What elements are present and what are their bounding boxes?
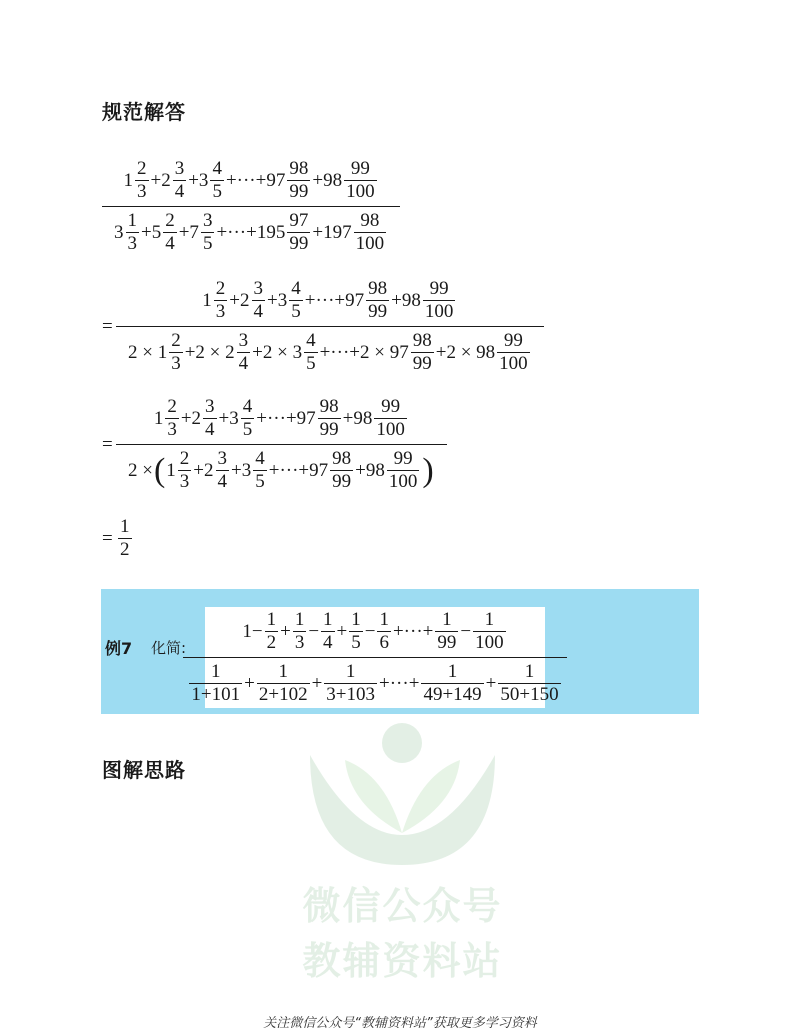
fraction: $\frac{1}{2+102}$ bbox=[258, 661, 308, 705]
fraction: $\frac{99}{100}$ bbox=[376, 396, 405, 440]
fraction: $\frac{99}{100}$ bbox=[424, 278, 454, 322]
equation-line-2 bbox=[102, 278, 544, 375]
section-heading-solution: 规范解答 bbox=[102, 100, 186, 124]
fraction: $\frac{3}{4}$ bbox=[174, 158, 185, 202]
left-paren: ( bbox=[153, 451, 166, 489]
fraction: $\frac{3}{4}$ bbox=[205, 396, 215, 440]
fraction: $\frac{98}{99}$ bbox=[319, 396, 339, 440]
watermark-text-2: 教辅资料站 bbox=[302, 939, 503, 983]
fraction: $\frac{1}{3}$ bbox=[294, 609, 305, 653]
fraction: $\frac{4}{5}$ bbox=[306, 330, 316, 374]
fraction: $\frac{98}{99}$ bbox=[289, 158, 309, 202]
fraction: $\frac{3}{4}$ bbox=[217, 448, 228, 492]
fraction: $\frac{98}{99}$ bbox=[412, 330, 432, 374]
big-fraction: 1 $\frac{2}{3}$ +2 $\frac{3}{4}$ +3 $\frac{4}{5}$ +···+97 $\frac{98}{99}$ +98 $\frac{99}{100}$ 2 × ( 1 $\frac{2}{3}$ +2 $\frac{3}{4}$ +3 $\frac{4}{5}$ +···+97 $\frac{98}{99}$ +98 $\frac{99}{100}$ ) bbox=[116, 396, 447, 493]
fraction: $\frac{1}{2}$ bbox=[266, 609, 277, 653]
result-fraction: $\frac{1}{2}$ bbox=[120, 516, 130, 560]
equals-sign: = bbox=[102, 433, 113, 455]
fraction: $\frac{2}{3}$ bbox=[167, 396, 177, 440]
fraction: $\frac{98}{99}$ bbox=[332, 448, 352, 492]
example-label: 例7 bbox=[105, 639, 133, 658]
footer-text: 关注微信公众号“教辅资料站”获取更多学习资料 bbox=[263, 1016, 537, 1031]
fraction: $\frac{4}{5}$ bbox=[291, 278, 301, 322]
watermark-text-1: 微信公众号 bbox=[302, 884, 503, 928]
fraction: $\frac{3}{5}$ bbox=[202, 210, 213, 254]
fraction: $\frac{1}{1+101}$ bbox=[191, 661, 241, 705]
example-formula bbox=[191, 607, 559, 708]
fraction: $\frac{1}{50+150}$ bbox=[500, 661, 559, 705]
equation-line-1 bbox=[102, 158, 400, 255]
fraction: $\frac{97}{99}$ bbox=[289, 210, 309, 254]
fraction: $\frac{1}{6}$ bbox=[379, 609, 389, 653]
fraction: $\frac{1}{49+149}$ bbox=[423, 661, 482, 705]
big-fraction: 1− $\frac{1}{2}$ + $\frac{1}{3}$ − $\frac{1}{4}$ + $\frac{1}{5}$ − $\frac{1}{6}$ +···+ $\frac{1}{99}$ − $\frac{1}{100}$ $\frac{1}{1+101}$ + $\frac{1}{2+102}$ + $\frac{1}{3+103}$ +···+ $\frac{1}{49+149}$ + $\frac{1}{50+150}$ bbox=[205, 609, 545, 706]
fraction: $\frac{2}{3}$ bbox=[137, 158, 147, 202]
fraction: $\frac{3}{4}$ bbox=[238, 330, 249, 374]
fraction: $\frac{2}{3}$ bbox=[171, 330, 181, 374]
fraction: $\frac{1}{3+103}$ bbox=[326, 661, 376, 705]
fraction: $\frac{1}{5}$ bbox=[351, 609, 361, 653]
equals-sign: = bbox=[102, 527, 113, 549]
fraction: $\frac{2}{4}$ bbox=[165, 210, 175, 254]
equals-sign: = bbox=[102, 315, 113, 337]
fraction: $\frac{1}{100}$ bbox=[475, 609, 504, 653]
fraction: $\frac{98}{100}$ bbox=[355, 210, 385, 254]
fraction: $\frac{4}{5}$ bbox=[242, 396, 253, 440]
fraction: $\frac{2}{3}$ bbox=[179, 448, 190, 492]
fraction: $\frac{98}{99}$ bbox=[368, 278, 388, 322]
fraction: $\frac{99}{100}$ bbox=[388, 448, 418, 492]
fraction: $\frac{99}{100}$ bbox=[346, 158, 375, 202]
big-fraction: 1 $\frac{2}{3}$ +2 $\frac{3}{4}$ +3 $\frac{4}{5}$ +···+97 $\frac{98}{99}$ +98 $\frac{99}{100}$ 2 × 1 $\frac{2}{3}$ +2 × 2 $\frac{3}{4}$ +2 × 3 $\frac{4}{5}$ +···+2 × 97 $\frac{98}{99}$ +2 × 98 $\frac{99}{100}$ bbox=[116, 278, 544, 375]
fraction: $\frac{2}{3}$ bbox=[215, 278, 226, 322]
watermark bbox=[290, 715, 515, 983]
big-fraction: 1 $\frac{2}{3}$ +2 $\frac{3}{4}$ +3 $\frac{4}{5}$ +···+97 $\frac{98}{99}$ +98 $\frac{99}{100}$ 3 $\frac{1}{3}$ +5 $\frac{2}{4}$ +7 $\frac{3}{5}$ +···+195 $\frac{97}{99}$ +197 $\frac{98}{100}$ bbox=[102, 158, 400, 255]
sprout-logo-icon bbox=[290, 715, 515, 875]
section-heading-diagram: 图解思路 bbox=[102, 758, 186, 782]
right-paren: ) bbox=[422, 451, 434, 489]
fraction: $\frac{4}{5}$ bbox=[212, 158, 222, 202]
fraction: $\frac{1}{3}$ bbox=[127, 210, 137, 254]
equation-line-3 bbox=[102, 396, 447, 493]
example-box bbox=[101, 589, 699, 714]
fraction: $\frac{1}{99}$ bbox=[437, 609, 457, 653]
fraction: $\frac{3}{4}$ bbox=[253, 278, 264, 322]
example-prompt: 化简: bbox=[151, 639, 187, 657]
equation-line-4 bbox=[102, 516, 134, 561]
fraction: $\frac{99}{100}$ bbox=[499, 330, 528, 374]
fraction: $\frac{1}{4}$ bbox=[323, 609, 333, 653]
fraction: $\frac{4}{5}$ bbox=[255, 448, 265, 492]
